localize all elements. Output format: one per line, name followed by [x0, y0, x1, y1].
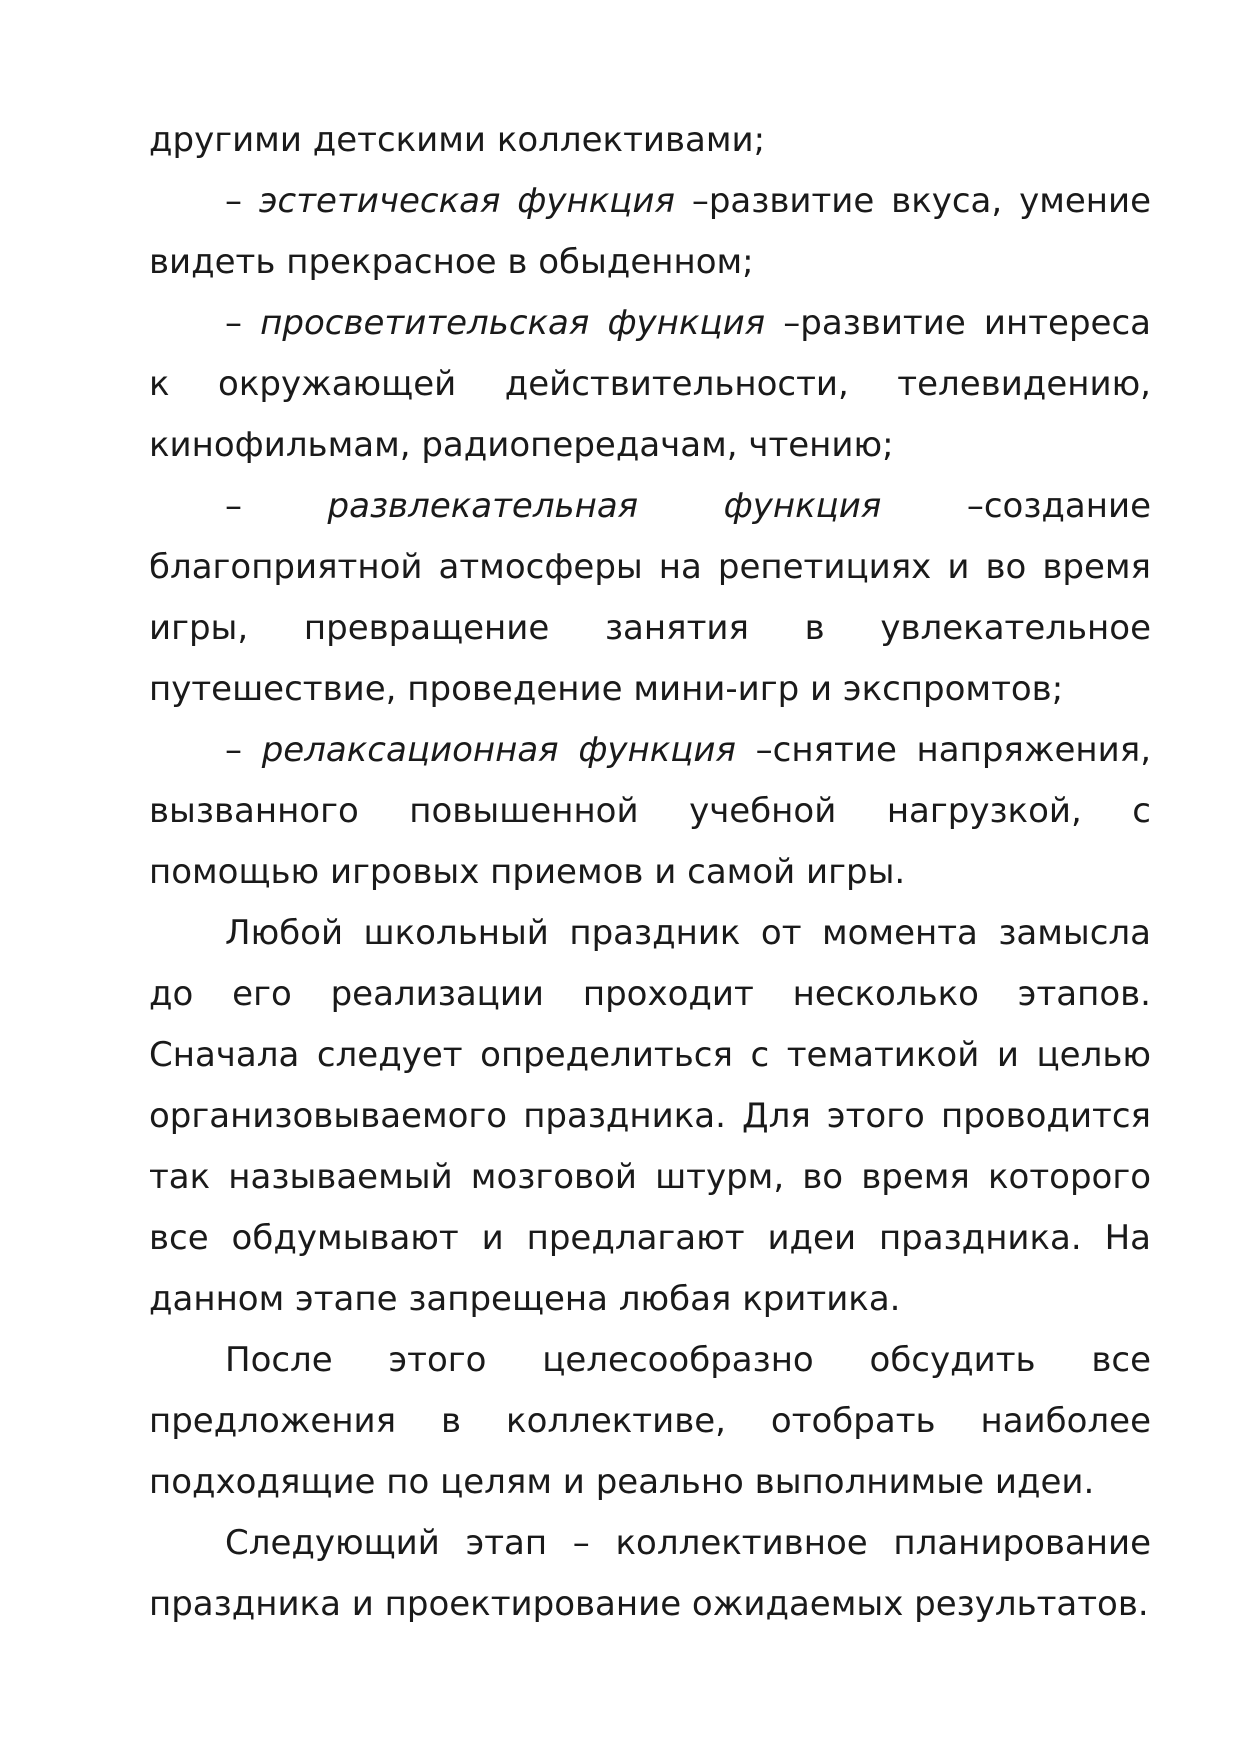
paragraph-text: другими детскими коллективами;: [149, 120, 766, 160]
paragraph-planning: [149, 1513, 1151, 1635]
paragraph-text: После этого целесообразно обсудить все предложения в коллективе, отобрать наиболее подходящие по целям и реально выполнимые идеи.: [149, 1340, 1151, 1502]
paragraph-text: Любой школьный праздник от момента замысла до его реализации проходит несколько этапов. Сначала следует определиться с тематикой и целью организовываемого праздника. Для этого проводится так называемый мозговой штурм, во время которого все обдумывают и предлагают идеи праздника. На данном этапе запрещена любая критика.: [149, 913, 1151, 1319]
list-dash: –: [225, 181, 259, 221]
paragraph-aesthetic-function: [149, 171, 1151, 293]
list-dash: –: [225, 303, 261, 343]
paragraph-discussion: [149, 1330, 1151, 1513]
paragraph-entertainment-function: [149, 476, 1151, 720]
function-term: просветительская функция: [260, 303, 766, 343]
paragraph-text: Следующий этап – коллективное планирование праздника и проектирование ожидаемых результатов.: [149, 1523, 1151, 1624]
paragraph-relaxation-function: [149, 720, 1151, 903]
list-dash: –: [225, 730, 262, 770]
function-term: развлекательная функция: [327, 486, 882, 526]
function-term: релаксационная функция: [261, 730, 736, 770]
paragraph-text: –создание благоприятной атмосферы на репетициях и во время игры, превращение занятия в увлекательное путешествие, проведение мини-игр и экспромтов;: [149, 486, 1152, 709]
paragraph-text: –развитие интереса к окружающей действительности, телевидению, кинофильмам, радиопередачам, чтению;: [149, 303, 1151, 465]
list-dash: –: [225, 486, 328, 526]
paragraph-educational-function: [149, 293, 1151, 476]
document-page: [149, 110, 1151, 1635]
paragraph-continuation: [149, 110, 1151, 171]
paragraph-stages: [149, 903, 1151, 1330]
function-term: эстетическая функция: [258, 181, 675, 221]
paragraph-text: –развитие вкуса, умение видеть прекрасное в обыденном;: [149, 181, 1152, 282]
paragraph-text: –снятие напряжения, вызванного повышенной учебной нагрузкой, с помощью игровых приемов и самой игры.: [149, 730, 1152, 892]
